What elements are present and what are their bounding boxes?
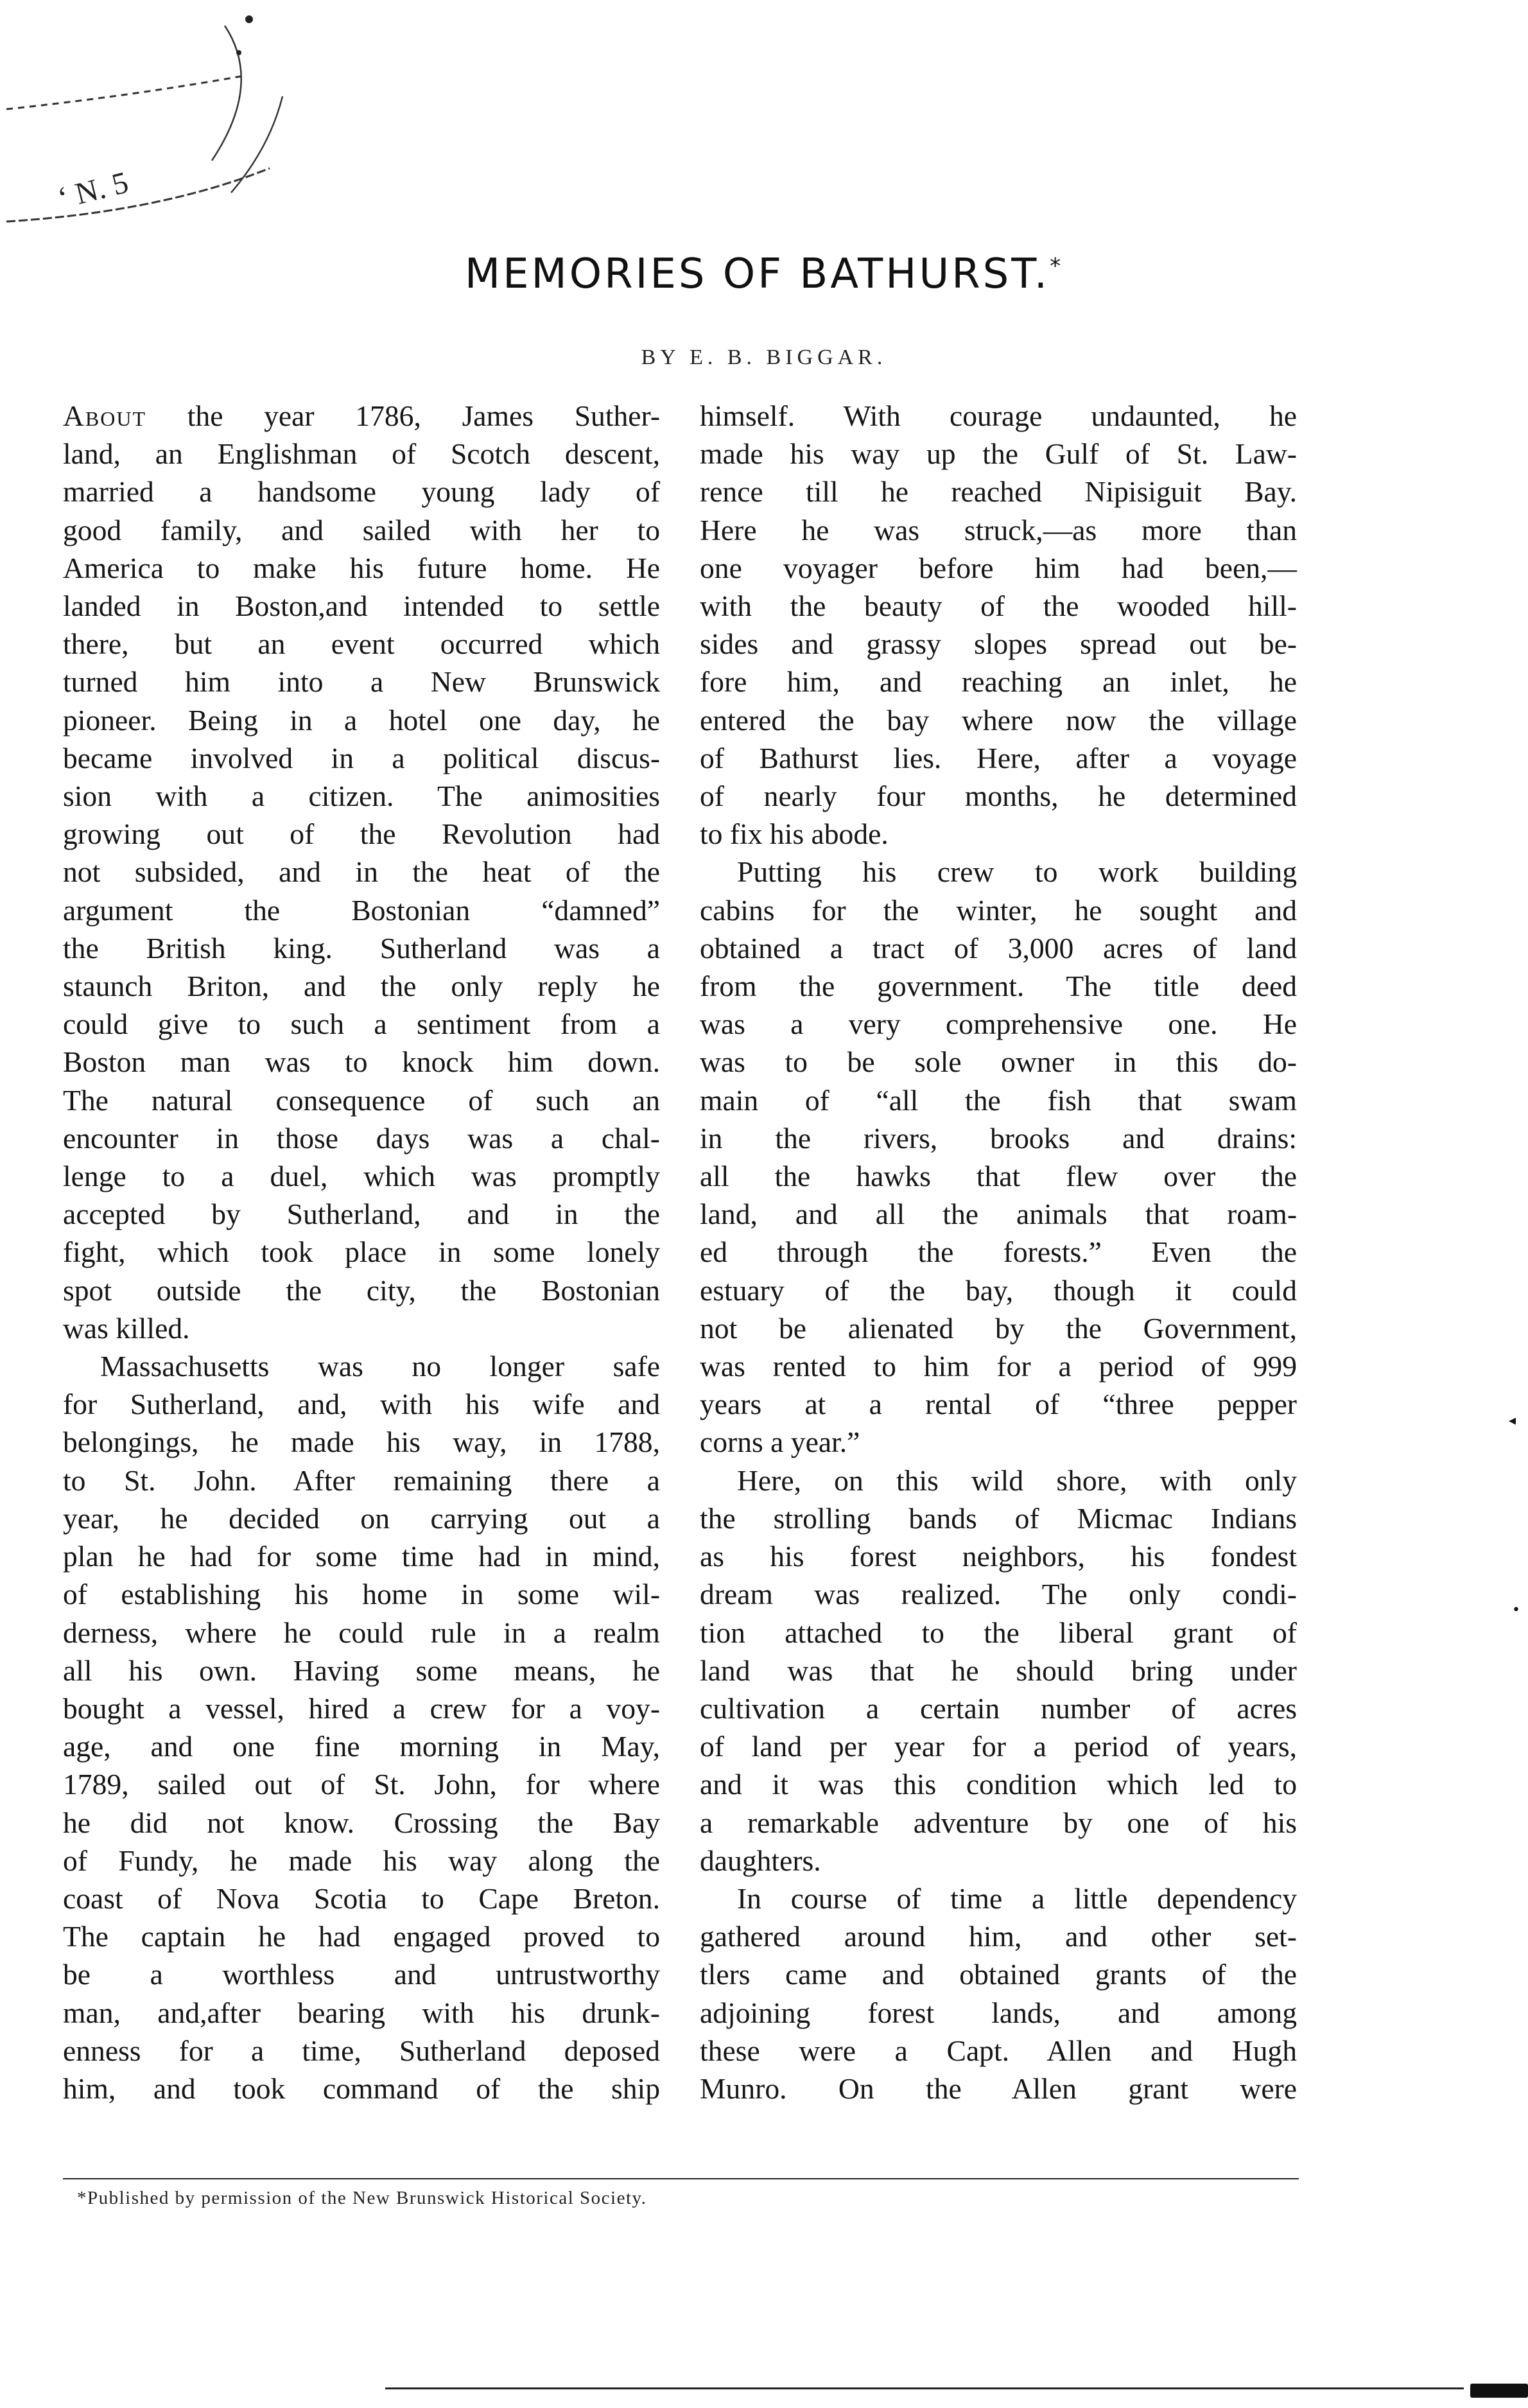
text-line: all his own. Having some means, he: [63, 1653, 660, 1687]
text-line: was rented to him for a period of 999: [700, 1350, 1297, 1383]
stamp-text: ‘ N. 5: [54, 165, 132, 216]
text-line: argument the Bostonian “damned”: [63, 893, 660, 927]
text-line: the strolling bands of Micmac Indians: [700, 1501, 1297, 1535]
bottom-rule: [385, 2387, 1464, 2389]
text-line: and it was this condition which led to: [700, 1768, 1297, 1801]
text-line: to St. John. After remaining there a: [63, 1463, 660, 1497]
text-line: as his forest neighbors, his fondest: [700, 1540, 1297, 1573]
text-line: one voyager before him had been,—: [700, 551, 1297, 584]
margin-arrow-mark: ◂: [1509, 1413, 1516, 1429]
text-line: encounter in those days was a chal-: [63, 1121, 660, 1155]
library-stamp-mark: [0, 0, 302, 244]
text-line: corns a year.”: [700, 1426, 860, 1459]
text-line: Here he was struck,—as more than: [700, 513, 1297, 546]
text-line: married a handsome young lady of: [63, 475, 660, 509]
text-line: About the year 1786, James Suther-: [63, 399, 660, 432]
text-line: derness, where he could rule in a realm: [63, 1616, 660, 1649]
text-line: with the beauty of the wooded hill-: [700, 589, 1297, 623]
text-line: turned him into a New Brunswick: [63, 665, 660, 699]
lead-word: About: [63, 399, 147, 432]
text-line: tion attached to the liberal grant of: [700, 1616, 1297, 1649]
text-line: main of “all the fish that swam: [700, 1083, 1297, 1117]
text-line: was a very comprehensive one. He: [700, 1008, 1297, 1041]
right-text-column: [700, 397, 1297, 2107]
text-line: spot outside the city, the Bostonian: [63, 1273, 660, 1307]
bottom-ink-mark: [1470, 2384, 1528, 2398]
text-line: The natural consequence of such an: [63, 1083, 660, 1117]
text-line: be a worthless and untrustworthy: [63, 1958, 660, 1991]
text-line: accepted by Sutherland, and in the: [63, 1198, 660, 1231]
text-line: years at a rental of “three pepper: [700, 1388, 1297, 1421]
text-line: adjoining forest lands, and among: [700, 1996, 1297, 2029]
text-line: of land per year for a period of years,: [700, 1730, 1297, 1763]
text-line: sides and grassy slopes spread out be-: [700, 627, 1297, 661]
text-line: gathered around him, and other set-: [700, 1920, 1297, 1953]
text-line: plan he had for some time had in mind,: [63, 1540, 660, 1573]
text-line: became involved in a political discus-: [63, 741, 660, 774]
text-line: could give to such a sentiment from a: [63, 1008, 660, 1041]
text-line: a remarkable adventure by one of his: [700, 1806, 1297, 1839]
text-line: man, and,after bearing with his drunk-: [63, 1996, 660, 2029]
text-line: belongings, he made his way, in 1788,: [63, 1426, 660, 1459]
text-line: Here, on this wild shore, with only: [737, 1463, 1297, 1497]
text-line: in the rivers, brooks and drains:: [700, 1121, 1297, 1155]
footnote-text: *Published by permission of the New Brunswick Historical Society.: [77, 2188, 647, 2208]
title-footnote-marker: *: [1050, 253, 1064, 279]
margin-dot-mark: •: [1512, 1602, 1520, 1618]
text-line: coast of Nova Scotia to Cape Breton.: [63, 1881, 660, 1915]
text-line: America to make his future home. He: [63, 551, 660, 584]
text-line: he did not know. Crossing the Bay: [63, 1806, 660, 1839]
text-line: entered the bay where now the village: [700, 703, 1297, 737]
text-line: for Sutherland, and, with his wife and: [63, 1388, 660, 1421]
footnote-rule: [63, 2178, 1299, 2179]
text-line: of Bathurst lies. Here, after a voyage: [700, 741, 1297, 774]
text-line: pioneer. Being in a hotel one day, he: [63, 703, 660, 737]
text-line: of Fundy, he made his way along the: [63, 1844, 660, 1877]
text-line: these were a Capt. Allen and Hugh: [700, 2034, 1297, 2067]
text-line: growing out of the Revolution had: [63, 817, 660, 851]
article-byline: BY E. B. BIGGAR.: [641, 345, 887, 369]
text-line: obtained a tract of 3,000 acres of land: [700, 931, 1297, 964]
article-title: MEMORIES OF BATHURST.: [464, 250, 1050, 298]
text-line: all the hawks that flew over the: [700, 1160, 1297, 1193]
text-line: there, but an event occurred which: [63, 627, 660, 661]
text-line: cultivation a certain number of acres: [700, 1691, 1297, 1725]
text-line: fight, which took place in some lonely: [63, 1235, 660, 1269]
text-line: good family, and sailed with her to: [63, 513, 660, 546]
text-line: Munro. On the Allen grant were: [700, 2072, 1297, 2105]
text-line: landed in Boston,and intended to settle: [63, 589, 660, 623]
text-line: In course of time a little dependency: [737, 1881, 1297, 1915]
text-line: bought a vessel, hired a crew for a voy-: [63, 1691, 660, 1725]
text-line: the British king. Sutherland was a: [63, 931, 660, 964]
text-line: made his way up the Gulf of St. Law-: [700, 437, 1297, 471]
text-line: tlers came and obtained grants of the: [700, 1958, 1297, 1991]
text-line: fore him, and reaching an inlet, he: [700, 665, 1297, 699]
text-line: 1789, sailed out of St. John, for where: [63, 1768, 660, 1801]
text-line: year, he decided on carrying out a: [63, 1501, 660, 1535]
text-line: cabins for the winter, he sought and: [700, 893, 1297, 927]
left-text-column: [63, 397, 660, 2107]
text-line: The captain he had engaged proved to: [63, 1920, 660, 1953]
text-line: lenge to a duel, which was promptly: [63, 1160, 660, 1193]
text-line: land, and all the animals that roam-: [700, 1198, 1297, 1231]
text-line: enness for a time, Sutherland deposed: [63, 2034, 660, 2067]
text-line: Massachusetts was no longer safe: [100, 1350, 660, 1383]
text-line: staunch Briton, and the only reply he: [63, 970, 660, 1003]
text-line: dream was realized. The only condi-: [700, 1578, 1297, 1611]
text-line: not subsided, and in the heat of the: [63, 855, 660, 889]
text-line: was killed.: [63, 1311, 190, 1345]
text-line: sion with a citizen. The animosities: [63, 780, 660, 813]
text-line: of nearly four months, he determined: [700, 780, 1297, 813]
text-line: not be alienated by the Government,: [700, 1311, 1297, 1345]
text-line: estuary of the bay, though it could: [700, 1273, 1297, 1307]
article-title-line: [0, 250, 1528, 298]
text-line: of establishing his home in some wil-: [63, 1578, 660, 1611]
text-line: himself. With courage undaunted, he: [700, 399, 1297, 432]
text-line: age, and one fine morning in May,: [63, 1730, 660, 1763]
text-line: ed through the forests.” Even the: [700, 1235, 1297, 1269]
text-line: daughters.: [700, 1844, 821, 1877]
text-line: was to be sole owner in this do-: [700, 1045, 1297, 1079]
text-line: to fix his abode.: [700, 817, 889, 851]
text-line: rence till he reached Nipisiguit Bay.: [700, 475, 1297, 509]
text-line: land was that he should bring under: [700, 1653, 1297, 1687]
text-line: him, and took command of the ship: [63, 2072, 660, 2105]
text-line: from the government. The title deed: [700, 970, 1297, 1003]
text-line: land, an Englishman of Scotch descent,: [63, 437, 660, 471]
text-line: Putting his crew to work building: [737, 855, 1297, 889]
text-line: Boston man was to knock him down.: [63, 1045, 660, 1079]
